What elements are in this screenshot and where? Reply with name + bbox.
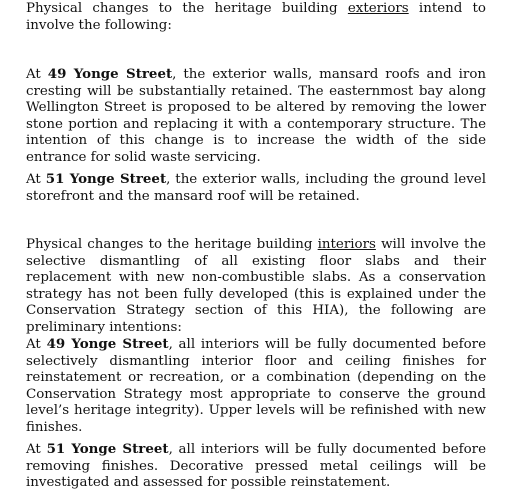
exterior-51-paragraph xyxy=(26,171,486,205)
exteriors-underlined-term: exteriors xyxy=(347,1,409,16)
exterior-49-text: , the exterior walls, mansard roofs and iron cresting will be substantially retained. The easternmost bay along Wellington Street is proposed to be altered by removing the lower stone portion and replacing it with a contemporary structure. The intention of this change is to increase the width of the side entrance for solid waste servicing. xyxy=(26,67,487,165)
exteriors-intro-after: intend to involve the following: xyxy=(26,1,486,33)
exteriors-intro-paragraph xyxy=(26,1,486,34)
exterior-49-address: 49 Yonge Street xyxy=(47,66,173,82)
document-body xyxy=(26,1,486,492)
exterior-51-text: , the exterior walls, including the ground level storefront and the mansard roof will be retained. xyxy=(26,172,486,204)
interiors-underlined-term: interiors xyxy=(317,237,376,252)
exterior-51-lead: At xyxy=(26,172,46,187)
exterior-49-lead: At xyxy=(26,67,48,82)
interior-49-lead: At xyxy=(26,337,47,352)
interior-51-paragraph xyxy=(26,441,486,492)
exterior-49-paragraph xyxy=(26,66,486,166)
interior-49-text: , all interiors will be fully documented before selectively dismantling interior floor and ceiling finishes for reinstatement or recreation, or a combination (depending on the Conservation Strategy most appropriate to conserve the ground level’s heritage integrity). Upper levels will be refinished with new finishes. xyxy=(26,337,486,435)
interior-49-address: 49 Yonge Street xyxy=(46,336,169,352)
interior-51-lead: At xyxy=(26,442,47,457)
interiors-intro-before: Physical changes to the heritage building xyxy=(26,237,318,252)
interiors-intro-after: will involve the selective dismantling of all existing floor slabs and their replacement with new non-combustible slabs. As a conservation strategy has not been fully developed (this is explained under the Conservation Strategy section of this HIA), the following are preliminary intentions: xyxy=(26,237,486,335)
interior-49-paragraph xyxy=(26,336,486,436)
interior-51-address: 51 Yonge Street xyxy=(46,441,169,457)
interiors-intro-paragraph xyxy=(26,237,486,336)
exteriors-intro-before: Physical changes to the heritage building xyxy=(26,1,348,16)
exterior-51-address: 51 Yonge Street xyxy=(45,171,167,187)
interior-51-text: , all interiors will be fully documented before removing finishes. Decorative pressed metal ceilings will be investigated and assessed for possible reinstatement. xyxy=(26,442,486,490)
